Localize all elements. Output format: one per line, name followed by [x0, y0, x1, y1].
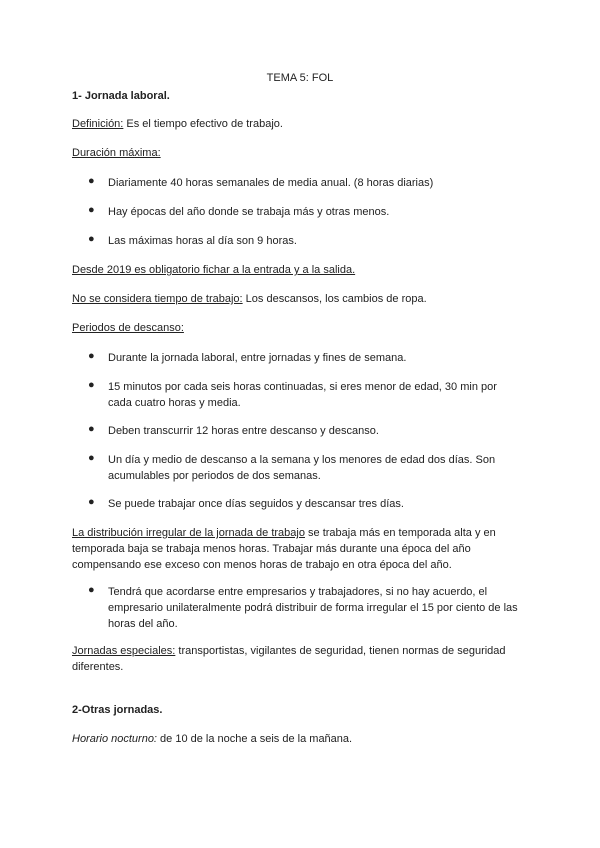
definicion-text: Es el tiempo efectivo de trabajo.	[123, 118, 283, 130]
fichar-paragraph: Desde 2019 es obligatorio fichar a la entrada y a la salida.	[72, 264, 356, 276]
bullet-icon: ●	[88, 496, 95, 508]
especiales-paragraph	[72, 643, 532, 675]
duracion-bullet-1: Diariamente 40 horas semanales de media anual. (8 horas diarias)	[108, 177, 434, 189]
duracion-bullet-3: Las máximas horas al día son 9 horas.	[108, 235, 297, 247]
no-considera-text: Los descansos, los cambios de ropa.	[242, 293, 427, 305]
bullet-icon: ●	[88, 379, 95, 391]
section-1-heading: 1- Jornada laboral.	[72, 90, 170, 102]
distribucion-bullet-1: Tendrá que acordarse entre empresarios y trabajadores, si no hay acuerdo, el empresario unilateralmente podrá distribuir de forma irregular el 15 por ciento de las horas del año.	[108, 586, 518, 630]
bullet-icon: ●	[88, 350, 95, 362]
periodos-bullet-3: Deben transcurrir 12 horas entre descanso y descanso.	[108, 425, 379, 437]
definicion-label: Definición:	[72, 118, 124, 130]
section-2-heading: 2-Otras jornadas.	[72, 704, 163, 716]
duracion-bullet-2: Hay épocas del año donde se trabaja más y otras menos.	[108, 206, 390, 218]
distribucion-label: La distribución irregular de la jornada de trabajo	[72, 527, 305, 539]
nocturno-paragraph	[72, 731, 532, 747]
duracion-label: Duración máxima:	[72, 147, 161, 159]
definicion-paragraph	[72, 116, 532, 132]
bullet-icon: ●	[88, 233, 95, 245]
periodos-bullet-4: Un día y medio de descanso a la semana y los menores de edad dos días. Son acumulables por periodos de dos semanas.	[108, 454, 496, 482]
bullet-icon: ●	[88, 175, 95, 187]
bullet-icon: ●	[88, 423, 95, 435]
bullet-icon: ●	[88, 452, 95, 464]
nocturno-text: de 10 de la noche a seis de la mañana.	[157, 733, 353, 745]
periodos-label: Periodos de descanso:	[72, 322, 184, 334]
periodos-bullet-2: 15 minutos por cada seis horas continuadas, si eres menor de edad, 30 min por cada cuatro horas y media.	[108, 381, 497, 409]
page-title: TEMA 5: FOL	[266, 72, 334, 84]
no-considera-paragraph	[72, 291, 532, 307]
especiales-text: transportistas, vigilantes de seguridad, tienen normas de seguridad diferentes.	[72, 645, 506, 673]
periodos-bullet-5: Se puede trabajar once días seguidos y descansar tres días.	[108, 498, 404, 510]
bullet-icon: ●	[88, 204, 95, 216]
bullet-icon: ●	[88, 584, 95, 596]
especiales-label: Jornadas especiales:	[72, 645, 176, 657]
no-considera-label: No se considera tiempo de trabajo:	[72, 293, 243, 305]
distribucion-text: se trabaja más en temporada alta y en temporada baja se trabaja menos horas. Trabajar más durante una época del año compensando ese exceso con menos horas de trabajo en otra época del año.	[72, 527, 496, 571]
nocturno-label: Horario nocturno:	[72, 733, 157, 745]
distribucion-paragraph	[72, 525, 532, 573]
periodos-bullet-1: Durante la jornada laboral, entre jornadas y fines de semana.	[108, 352, 407, 364]
